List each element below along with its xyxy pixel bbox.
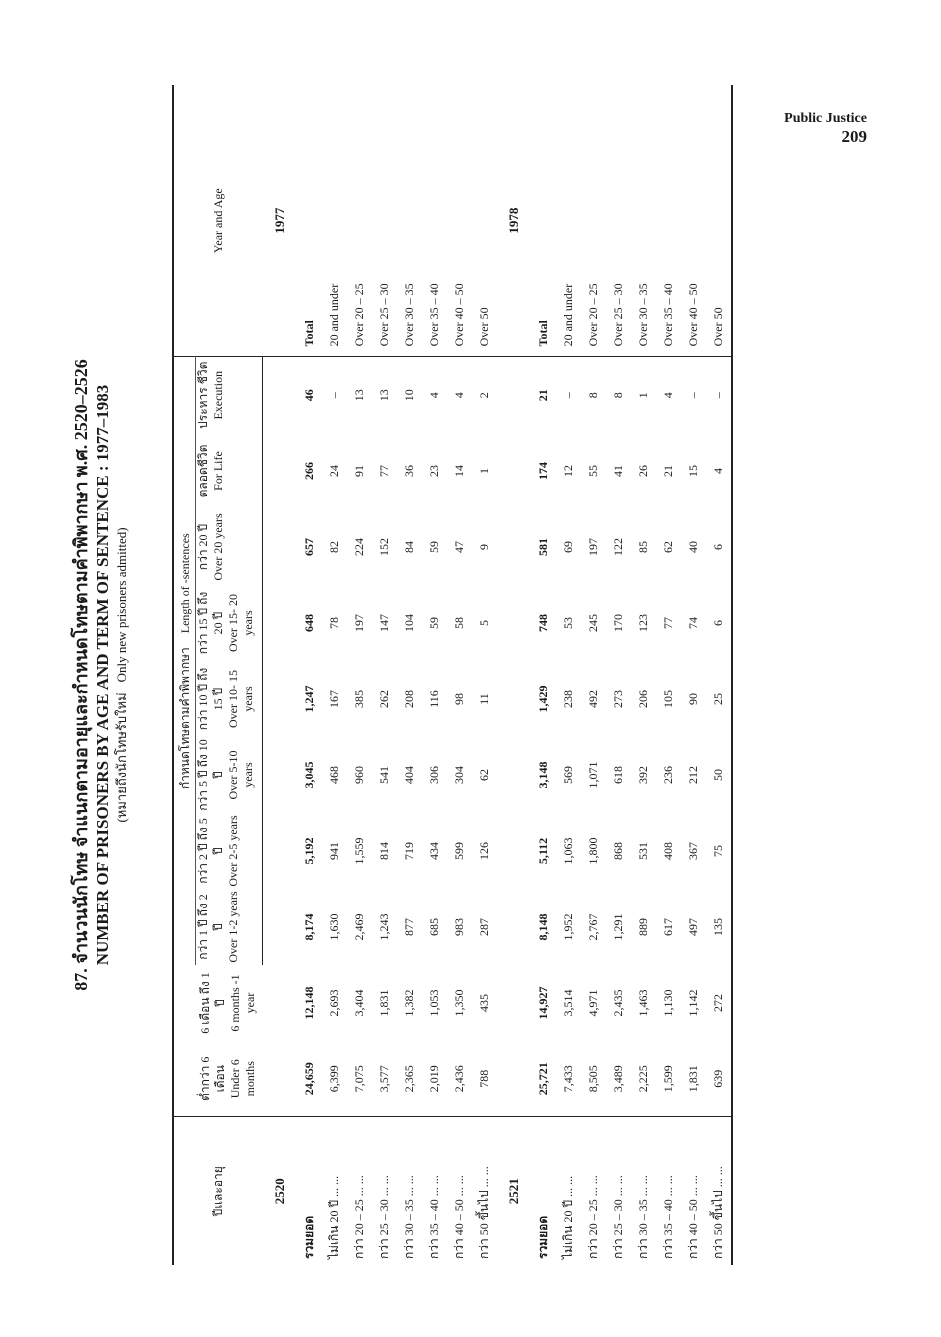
year-spacer — [497, 357, 531, 1117]
cell-value: 13 — [377, 389, 391, 402]
cell-value: 287 — [477, 918, 491, 936]
cell-value: 2 — [477, 392, 491, 399]
cell-value: 15 — [686, 465, 700, 477]
cell-value: 126 — [477, 842, 491, 860]
col-header-over-20 — [196, 509, 263, 585]
cell-value: 2,435 — [611, 989, 625, 1017]
col-header-th: 6 เดือน ถึง 1 ปี — [198, 972, 227, 1034]
cell-value: 116 — [427, 690, 441, 708]
cell-value: 272 — [706, 965, 732, 1041]
cell-value: 1 — [636, 392, 650, 399]
cell-value: 8,148 — [536, 913, 550, 941]
cell-value: 868 — [611, 842, 625, 860]
cell-value: 77 — [377, 465, 391, 477]
cell-value: 1,063 — [561, 837, 575, 865]
length-of-sentences-header — [173, 357, 196, 965]
col-header-en: Execution — [211, 370, 225, 420]
page-number: 209 — [841, 127, 867, 146]
cell-value: 69 — [561, 541, 575, 553]
table-row — [581, 85, 606, 1265]
cell-value: 685 — [427, 918, 441, 936]
cell-value: 941 — [327, 842, 341, 860]
col-header-thai-label: ปีและอายุ — [173, 1117, 263, 1265]
year-row — [497, 85, 531, 1265]
cell-value: – — [706, 357, 732, 433]
cell-value: 21 — [536, 389, 550, 402]
title-thai: 87. จำนวนนักโทษ จำแนกตามอายุและกำหนดโทษตามคำพิพากษา พ.ศ. 2520–2526 — [71, 359, 91, 991]
cell-value: 7,075 — [347, 1041, 372, 1117]
cell-value: 1 — [477, 468, 491, 474]
row-label-english: Total — [531, 85, 556, 357]
cell-value: 3,148 — [536, 761, 550, 789]
cell-value: 4,971 — [586, 989, 600, 1017]
cell-value: 62 — [661, 541, 675, 553]
col-header-en: Over 10- 15 years — [226, 670, 255, 728]
table-row — [447, 85, 472, 1265]
col-header-for-life — [196, 433, 263, 509]
col-header-en: Over 5-10 years — [226, 750, 255, 800]
table-row — [372, 85, 397, 1265]
cell-value: 748 — [536, 614, 550, 632]
cell-value: 25,721 — [531, 1041, 556, 1117]
cell-value: 3,514 — [561, 989, 575, 1017]
cell-value: 58 — [452, 617, 466, 629]
cell-value: 1,291 — [611, 913, 625, 941]
row-label-english: Over 20 – 25 — [347, 85, 372, 357]
cell-value: 1,382 — [402, 989, 416, 1017]
row-label-english: Over 25 – 30 — [372, 85, 397, 357]
row-label-thai: รวมยอด — [302, 1215, 316, 1259]
cell-value: 877 — [402, 918, 416, 936]
cell-value: 1,463 — [636, 989, 650, 1017]
cell-value: 7,433 — [556, 1041, 581, 1117]
cell-value: 5 — [477, 620, 491, 626]
cell-value: 2,436 — [447, 1041, 472, 1117]
cell-value: 152 — [377, 538, 391, 556]
table-row — [606, 85, 631, 1265]
cell-value: 435 — [477, 994, 491, 1012]
cell-value: 9 — [477, 544, 491, 550]
cell-value: 1,142 — [686, 989, 700, 1017]
cell-value: 74 — [686, 617, 700, 629]
note-english: Only new prisoners admitted) — [114, 527, 129, 683]
cell-value: 468 — [327, 766, 341, 784]
row-label-english: 20 and under — [322, 85, 347, 357]
cell-value: 91 — [352, 465, 366, 477]
cell-value: 1,053 — [427, 989, 441, 1017]
cell-value: – — [327, 392, 341, 399]
row-label-english: Over 50 — [706, 85, 732, 357]
row-label-english: Over 40 – 50 — [681, 85, 706, 357]
cell-value: 98 — [452, 693, 466, 705]
row-label-thai: กว่า 40 – 50 ... ... — [686, 1175, 700, 1259]
cell-value: 24,659 — [297, 1041, 322, 1117]
cell-value: 3,577 — [372, 1041, 397, 1117]
cell-value: 788 — [472, 1041, 497, 1117]
cell-value: 5,112 — [536, 837, 550, 865]
col-header-over-10-15 — [196, 661, 263, 737]
table-row — [706, 85, 732, 1265]
cell-value: 12 — [561, 465, 575, 477]
col-header-th: กว่า 1 ปี ถึง 2 ปี — [196, 894, 225, 960]
col-header-under-6-months — [173, 1041, 263, 1117]
cell-value: 497 — [686, 918, 700, 936]
cell-value: 1,429 — [536, 685, 550, 713]
cell-value: 1,831 — [377, 989, 391, 1017]
row-label-english: Total — [297, 85, 322, 357]
cell-value: 122 — [611, 538, 625, 556]
col-header-th: กว่า 10 ปี ถึง 15 ปี — [196, 667, 225, 731]
row-label-thai: กว่า 25 – 30 ... ... — [611, 1175, 625, 1259]
cell-value: 617 — [661, 918, 675, 936]
cell-value: 1,800 — [586, 837, 600, 865]
row-label-thai: กว่า 20 – 25 ... ... — [352, 1175, 366, 1259]
title-note — [113, 85, 130, 1265]
cell-value: 224 — [352, 538, 366, 556]
cell-value: 238 — [561, 690, 575, 708]
cell-value: 2,019 — [422, 1041, 447, 1117]
prisoners-table — [172, 85, 733, 1265]
cell-value: 208 — [402, 690, 416, 708]
cell-value: 4 — [706, 433, 732, 509]
col-header-th: กว่า 5 ปี ถึง 10 ปี — [196, 739, 225, 811]
table-row — [556, 85, 581, 1265]
total-row — [297, 85, 322, 1265]
cell-value: 531 — [636, 842, 650, 860]
col-header-th: กว่า 20 ปี — [196, 523, 210, 571]
cell-value: 1,350 — [452, 989, 466, 1017]
cell-value: 55 — [586, 465, 600, 477]
length-header-english: Length of -sentences — [178, 533, 192, 634]
cell-value: 6 — [706, 509, 732, 585]
cell-value: 3,404 — [352, 989, 366, 1017]
cell-value: 167 — [327, 690, 341, 708]
cell-value: 36 — [402, 465, 416, 477]
row-label-thai: ไม่เกิน 20 ปี ... ... — [561, 1175, 575, 1259]
cell-value: 104 — [402, 614, 416, 632]
cell-value: 25 — [706, 661, 732, 737]
cell-value: 62 — [477, 769, 491, 781]
cell-value: 385 — [352, 690, 366, 708]
row-label-thai: กว่า 40 – 50 ... ... — [452, 1175, 466, 1259]
cell-value: 147 — [377, 614, 391, 632]
row-label-english: 20 and under — [556, 85, 581, 357]
cell-value: 2,693 — [327, 989, 341, 1017]
cell-value: 123 — [636, 614, 650, 632]
cell-value: 648 — [302, 614, 316, 632]
section-title: Public Justice — [784, 111, 867, 126]
cell-value: 24 — [327, 465, 341, 477]
cell-value: 1,130 — [661, 989, 675, 1017]
row-label-english: Over 20 – 25 — [581, 85, 606, 357]
cell-value: 657 — [302, 538, 316, 556]
cell-value: 206 — [636, 690, 650, 708]
cell-value: 2,225 — [631, 1041, 656, 1117]
cell-value: 135 — [706, 889, 732, 965]
cell-value: 59 — [427, 617, 441, 629]
table-row — [397, 85, 422, 1265]
cell-value: 983 — [452, 918, 466, 936]
col-header-english-label: Year and Age — [173, 85, 263, 357]
col-header-en: Under 6 months — [228, 1059, 257, 1099]
row-label-english: Over 35 – 40 — [422, 85, 447, 357]
row-label-english: Over 30 – 35 — [631, 85, 656, 357]
col-header-en: Over 15- 20 years — [226, 594, 255, 652]
year-label-english: 1978 — [497, 85, 531, 357]
table-row — [656, 85, 681, 1265]
cell-value: 599 — [452, 842, 466, 860]
table-title — [70, 85, 130, 1265]
note-thai: (หมายถึงนักโทษรับใหม่ — [114, 692, 129, 823]
year-spacer — [263, 357, 298, 1117]
table-row — [347, 85, 372, 1265]
row-label-english: Over 35 – 40 — [656, 85, 681, 357]
cell-value: 8,174 — [302, 913, 316, 941]
row-label-thai: ไม่เกิน 20 ปี ... ... — [327, 1175, 341, 1259]
cell-value: 889 — [636, 918, 650, 936]
cell-value: 434 — [427, 842, 441, 860]
cell-value: 197 — [352, 614, 366, 632]
cell-value: 273 — [611, 690, 625, 708]
row-label-english: Over 30 – 35 — [397, 85, 422, 357]
row-label-thai: กว่า 35 – 40 ... ... — [661, 1175, 675, 1259]
table-row — [681, 85, 706, 1265]
cell-value: 367 — [686, 842, 700, 860]
col-header-over-2-5 — [196, 813, 263, 889]
cell-value: 8 — [586, 392, 600, 399]
cell-value: 197 — [586, 538, 600, 556]
col-header-th: ต่ำกว่า 6 เดือน — [198, 1056, 227, 1101]
table-row — [472, 85, 497, 1265]
table-row — [631, 85, 656, 1265]
col-header-en: Over 2-5 years — [226, 815, 240, 887]
col-header-en: For Life — [211, 451, 225, 491]
cell-value: 404 — [402, 766, 416, 784]
cell-value: 212 — [686, 766, 700, 784]
col-header-over-15-20 — [196, 585, 263, 661]
cell-value: 90 — [686, 693, 700, 705]
col-header-en: Over 1-2 years — [226, 891, 240, 963]
cell-value: 12,148 — [302, 986, 316, 1020]
row-label-thai: รวมยอด — [536, 1215, 550, 1259]
cell-value: 6,399 — [322, 1041, 347, 1117]
cell-value: 541 — [377, 766, 391, 784]
cell-value: 105 — [661, 690, 675, 708]
cell-value: 4 — [452, 392, 466, 399]
cell-value: 492 — [586, 690, 600, 708]
cell-value: 170 — [611, 614, 625, 632]
cell-value: 10 — [402, 389, 416, 402]
cell-value: 304 — [452, 766, 466, 784]
cell-value: 1,071 — [586, 761, 600, 789]
cell-value: 581 — [536, 538, 550, 556]
cell-value: 14,927 — [536, 986, 550, 1020]
col-header-over-5-10 — [196, 737, 263, 813]
rotated-table-block — [70, 85, 840, 1265]
col-header-en: 6 months -1 year — [228, 974, 257, 1032]
total-row — [531, 85, 556, 1265]
cell-value: 960 — [352, 766, 366, 784]
cell-value: – — [686, 392, 700, 399]
col-header-6-months-1-year — [173, 965, 263, 1041]
cell-value: 392 — [636, 766, 650, 784]
cell-value: 1,247 — [302, 685, 316, 713]
cell-value: 85 — [636, 541, 650, 553]
year-label-thai: 2521 — [506, 1178, 521, 1205]
col-header-th: ตลอดชีวิต — [196, 444, 210, 498]
col-header-th: กว่า 2 ปี ถึง 5 ปี — [196, 818, 225, 884]
cell-value: – — [561, 392, 575, 399]
cell-value: 84 — [402, 541, 416, 553]
col-header-over-1-2 — [196, 889, 263, 965]
cell-value: 618 — [611, 766, 625, 784]
cell-value: 78 — [327, 617, 341, 629]
cell-value: 4 — [427, 392, 441, 399]
table-body — [263, 85, 733, 1265]
cell-value: 2,469 — [352, 913, 366, 941]
cell-value: 82 — [327, 541, 341, 553]
cell-value: 3,489 — [606, 1041, 631, 1117]
table-row — [422, 85, 447, 1265]
row-label-english: Over 25 – 30 — [606, 85, 631, 357]
cell-value: 1,559 — [352, 837, 366, 865]
row-label-thai: กว่า 50 ขึ้นไป ... ... — [477, 1166, 491, 1259]
row-label-thai: กว่า 30 – 35 ... ... — [636, 1175, 650, 1259]
cell-value: 569 — [561, 766, 575, 784]
row-label-thai: กว่า 20 – 25 ... ... — [586, 1175, 600, 1259]
cell-value: 174 — [536, 462, 550, 480]
cell-value: 1,243 — [377, 913, 391, 941]
cell-value: 236 — [661, 766, 675, 784]
year-label-thai: 2520 — [271, 1178, 287, 1205]
col-header-en: Over 20 years — [211, 513, 225, 581]
cell-value: 47 — [452, 541, 466, 553]
cell-value: 4 — [661, 392, 675, 399]
cell-value: 8,505 — [581, 1041, 606, 1117]
cell-value: 8 — [611, 392, 625, 399]
cell-value: 245 — [586, 614, 600, 632]
row-label-thai: กว่า 25 – 30 ... ... — [377, 1175, 391, 1259]
row-label-thai: กว่า 30 – 35 ... ... — [402, 1175, 416, 1259]
cell-value: 59 — [427, 541, 441, 553]
cell-value: 46 — [302, 389, 316, 402]
col-header-th: ประหาร ชีวิต — [196, 361, 210, 429]
cell-value: 14 — [452, 465, 466, 477]
cell-value: 266 — [302, 462, 316, 480]
cell-value: 26 — [636, 465, 650, 477]
row-label-thai: กว่า 50 ขึ้นไป ... ... — [706, 1117, 732, 1265]
cell-value: 1,630 — [327, 913, 341, 941]
cell-value: 21 — [661, 465, 675, 477]
row-label-english: Over 50 — [472, 85, 497, 357]
cell-value: 13 — [352, 389, 366, 402]
cell-value: 3,045 — [302, 761, 316, 789]
row-label-thai: กว่า 35 – 40 ... ... — [427, 1175, 441, 1259]
cell-value: 306 — [427, 766, 441, 784]
cell-value: 40 — [686, 541, 700, 553]
year-row — [263, 85, 298, 1265]
cell-value: 11 — [477, 693, 491, 705]
cell-value: 814 — [377, 842, 391, 860]
cell-value: 77 — [661, 617, 675, 629]
cell-value: 6 — [706, 585, 732, 661]
col-header-execution — [196, 357, 263, 433]
cell-value: 2,365 — [397, 1041, 422, 1117]
cell-value: 41 — [611, 465, 625, 477]
cell-value: 5,192 — [302, 837, 316, 865]
cell-value: 1,599 — [656, 1041, 681, 1117]
cell-value: 639 — [706, 1041, 732, 1117]
cell-value: 262 — [377, 690, 391, 708]
cell-value: 719 — [402, 842, 416, 860]
cell-value: 75 — [706, 813, 732, 889]
cell-value: 408 — [661, 842, 675, 860]
cell-value: 50 — [706, 737, 732, 813]
cell-value: 1,952 — [561, 913, 575, 941]
cell-value: 23 — [427, 465, 441, 477]
cell-value: 53 — [561, 617, 575, 629]
cell-value: 2,767 — [586, 913, 600, 941]
title-english: NUMBER OF PRISONERS BY AGE AND TERM OF SENTENCE : 1977–1983 — [93, 384, 112, 966]
col-header-th: กว่า 15 ปี ถึง 20 ปี — [196, 591, 225, 655]
row-label-english: Over 40 – 50 — [447, 85, 472, 357]
year-label-english: 1977 — [263, 85, 298, 357]
length-header-thai: กำหนดโทษตามคำพิพากษา — [178, 647, 192, 790]
table-row — [322, 85, 347, 1265]
cell-value: 1,831 — [681, 1041, 706, 1117]
